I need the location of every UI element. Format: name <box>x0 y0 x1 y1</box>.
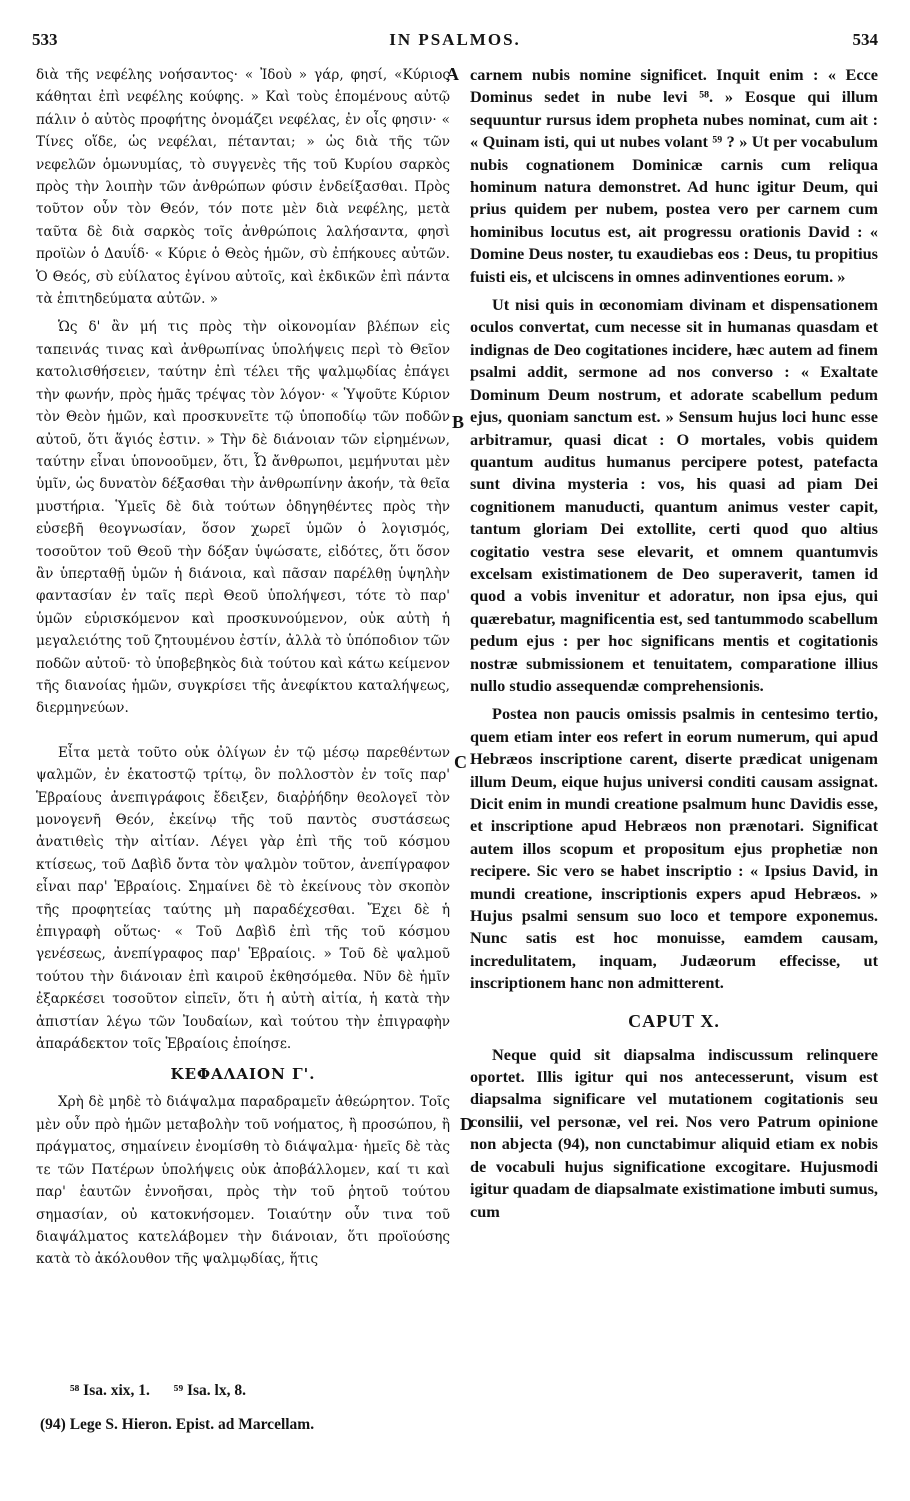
latin-column <box>470 64 878 1223</box>
greek-paragraph-3: Εἶτα μετὰ τοῦτο οὐκ ὀλίγων ἐν τῷ μέσῳ παρεθέντων ψαλμῶν, ἐν ἑκατοστῷ τρίτῳ, ὃν πολλοστὸν ἐν τοῖς παρ' Ἑβραίους ἀνεπιγράφοις ἔδειξεν, διαῤῥήδην θεολογεῖ τὸν μονογενῆ Θεόν, ἐκείνῳ τῆς τοῦ παντὸς συστάσεως ἀνατιθεὶς τὴν αἰτίαν. Λέγει γὰρ ἐπὶ τῆς τοῦ κόσμου κτίσεως, τοῦ Δαβὶδ ὄντα τὸν ψαλμὸν τοῦτον, ἀνεπίγραφον εἶναι παρ' Ἑβραίοις. Σημαίνει δὲ τὸ ἐκείνους τὸν σκοπὸν τῆς προφητείας ταύτης μὴ παραδέχεσθαι. Ἔχει δὲ ἡ ἐπιγραφὴ οὕτως· « Τοῦ Δαβὶδ ἐπὶ τῆς τοῦ κόσμου γενέσεως, ἀνεπίγραφος παρ' Ἑβραίοις. » Τοῦ δὲ ψαλμοῦ τούτου τὴν διάνοιαν ἐπὶ καιροῦ ἐκθησόμεθα. Νῦν δὲ ἡμῖν ἐξαρκέσει τοσοῦτον εἰπεῖν, ὅτι ἡ αὐτὴ αἰτία, ἡ κατὰ τὴν ἀπιστίαν λέγω τῶν Ἰουδαίων, καὶ τούτου τὴν ἐπιγραφὴν ἀπαράδεκτον τοῖς Ἑβραίοις ἐποίησε. <box>36 744 450 1053</box>
greek-column <box>36 64 450 1271</box>
latin-chapter-heading: CAPUT X. <box>628 1010 720 1031</box>
page-number-right: 534 <box>852 30 878 49</box>
latin-paragraph-2: Ut nisi quis in œconomiam divinam et dispensationem oculos convertat, cum necesse sit in humanas quasdam et indignas de Deo cogitationes incidere, hæc autem ad finem psalmi addit, sermone ad nos converso : « Exaltate Dominum Deum nostrum, et adorate scabellum pedum ejus, quoniam sanctum est. » Sensum hujus loci hunc esse arbitramur, quasi dicat : O mortales, vobis quidem quantum auditus humanus percipere potest, patefacta sunt divina mysteria : vos, his quasi ad piam Dei cognitionem manuducti, quantum animus vester capit, tantum gloriam Dei extollite, certi quod quo altius cogitatio vestra sese elevarit, et omnem quantumvis excelsam existimationem de Deo superaverit, tamen id quod a vobis invenitur et adoratur, non ipsa ejus, qui quærebatur, magnificentia est, sed tantummodo scabellum pedum ejus : per hoc significans mentis et cogitationis nostræ submissionem et tenuitatem, comparatione illius nullo studio assequendæ comprehensionis. <box>470 295 878 695</box>
margin-marker-c: C <box>454 752 467 772</box>
footnote-59: ⁵⁹ Isa. lx, 8. <box>173 1382 246 1399</box>
greek-paragraph-4: Χρὴ δὲ μηδὲ τὸ διάψαλμα παραδραμεῖν ἀθεώρητον. Τοῖς μὲν οὖν πρὸ ἡμῶν μεταβολὴν τοῦ νοήματος, ἢ προσώπου, ἢ πράγματος, σημαίνειν ἐνομίσθη τὸ διάψαλμα· ἡμεῖς δὲ τὰς τε τῶν Πατέρων ὑπολήψεις οὐκ ἀποβάλλομεν, καί τι καὶ παρ' ἑαυτῶν ἐννοῆσαι, πρὸς τὴν τοῦ ῥητοῦ τούτου σημασίαν, οὐ κατοκνήσομεν. Τοιαύτην οὖν τινα τοῦ διαψάλματος κατελάβομεν τὴν διάνοιαν, ὅτι προϊούσης κατὰ τὸ ἀκόλουθον τῆς ψαλμῳδίας, ἥτις <box>36 1094 450 1268</box>
scripture-references <box>70 1382 450 1400</box>
greek-chapter-heading: ΚΕΦΑΛΑΙΟΝ Γ'. <box>170 1065 316 1084</box>
page-number-left: 533 <box>32 30 58 49</box>
latin-paragraph-1: carnem nubis nomine significet. Inquit enim : « Ecce Dominus sedet in nube levi ⁵⁸. » Eosque qui illum sequuntur rursus idem propheta nubes nominat, cum ait : « Quinam isti, qui ut nubes volant ⁵⁹ ? » Ut per vocabulum nubis cognationem Dominicæ carnis cum reliqua hominum natura demonstret. Ad hunc igitur Deum, qui prius quidem per nubem, postea vero per carnem cum hominibus locutus est, ait progressu orationis David : « Domine Deus noster, tu exaudiebas eos : Deus, tu propitius fuisti eis, et ulciscens in omnes adinventiones eorum. » <box>470 65 878 286</box>
editor-footnote-94: (94) Lege S. Hieron. Epist. ad Marcellam. <box>40 1416 315 1433</box>
margin-marker-d: D <box>460 1114 473 1134</box>
running-title: IN PSALMOS. <box>389 30 521 49</box>
margin-marker-b: B <box>452 412 465 432</box>
footnote-58: ⁵⁸ Isa. xix, 1. <box>70 1382 150 1399</box>
margin-marker-a: A <box>446 64 459 84</box>
latin-paragraph-4: Neque quid sit diapsalma indiscussum relinquere oportet. Illis igitur qui nos antecesserunt, visum est diapsalma significare vel mutationem cogitationis seu consilii, vel personæ, vel rei. Nos vero Patrum opinione non abjecta (94), non cunctabimur aliquid etiam ex nobis de vocabuli hujus significatione excogitare. Hujusmodi igitur quadam de diapsalmate existimatione imbuti sumus, cum <box>470 1044 878 1221</box>
latin-paragraph-3: Postea non paucis omissis psalmis in centesimo tertio, quem etiam inter eos refert in eorum numerum, qui apud Hebræos inscriptione carent, diserte prædicat unigenam illum Deum, eique hujus universi conditi causam assignat. Dicit enim in mundi creatione psalmum hunc Davidis esse, et inscriptione apud Hebræos non prænotari. Significat autem illos scopum et propositum ejus prophetiæ non recipere. Sic vero se habet inscriptio : « Ipsius David, in mundi creatione, inscriptionis expers apud Hebræos. » Hujus psalmi sensum suo loco et tempore exponemus. Nunc satis est hoc monuisse, eamdem causam, incredulitatem, inquam, Judæorum effecisse, ut inscriptionem hanc non admitterent. <box>470 704 878 993</box>
greek-paragraph-2: Ὡς δ' ἂν μή τις πρὸς τὴν οἰκονομίαν βλέπων εἰς ταπεινάς τινας καὶ ἀνθρωπίνας ὑπολήψεις περὶ τὸ Θεῖον κατολισθήσειεν, ταύτην ἐπὶ τέλει τῆς ψαλμῳδίας ἐπάγει τὴν φωνήν, πρὸς ἡμᾶς τρέψας τὸν λόγον· « Ὑψοῦτε Κύριον τὸν Θεὸν ἡμῶν, καὶ προσκυνεῖτε τῷ ὑποποδίῳ τῶν ποδῶν αὐτοῦ, ὅτι ἅγιός ἐστιν. » Τὴν δὲ διάνοιαν τῶν εἰρημένων, ταύτην εἶναι ὑπονοοῦμεν, ὅτι, Ὦ ἄνθρωποι, μεμήνυται μὲν ὑμῖν, ὡς δυνατὸν δέξασθαι τὴν ἀνθρωπίνην ἀκοήν, τὰ θεῖα μυστήρια. Ὑμεῖς δὲ διὰ τούτων ὁδηγηθέντες πρὸς τὴν εὐσεβῆ θεογνωσίαν, ὅσον χωρεῖ ὑμῶν ὁ λογισμός, τοσοῦτον τοῦ Θεοῦ τὴν δόξαν ὑψώσατε, εἰδότες, ὅτι ὅσον ἂν ὑπερταθῇ ὑμῶν ἡ διάνοια, καὶ πᾶσαν παρέλθῃ ὑψηλὴν φαντασίαν ἐν ταῖς περὶ Θεοῦ ὑπολήψεσι, τότε τὸ παρ' ὑμῶν εὑρισκόμενον καὶ προσκυνούμενον, οὐκ αὐτὴ ἡ μεγαλειότης τοῦ ζητουμένου ἐστίν, ἀλλὰ τὸ ὑπόποδιον τῶν ποδῶν αὐτοῦ· τὸ ὑποβεβηκὸς διὰ τούτου καὶ κάτω κείμενον τῆς διανοίας ἡμῶν, συγκρίσει τῆς ἀνεφίκτου καταλήψεως, διερμηνεύων. <box>36 319 450 717</box>
running-head <box>32 30 878 54</box>
greek-paragraph-1: διὰ τῆς νεφέλης νοήσαντος· « Ἰδοὺ » γάρ, φησί, «Κύριος κάθηται ἐπὶ νεφέλης κούφης. » Καὶ τοὺς ἑπομένους αὐτῷ πάλιν ὁ αὐτὸς προφήτης ὀνομάζει νεφέλας, ἐν οἷς φησιν· « Τίνες οἵδε, ὡς νεφέλαι, πέτανται; » ὡς διὰ τῆς τῶν νεφελῶν ὁμωνυμίας, τὸ συγγενὲς τῆς τοῦ Κυρίου σαρκὸς πρὸς τὴν λοιπὴν τῶν ἀνθρώπων φύσιν ἐνδείξασθαι. Πρὸς τοῦτον οὖν τὸν Θεόν, τόν ποτε μὲν διὰ νεφέλης, μετὰ ταῦτα δὲ διὰ σαρκὸς τοῖς ἀνθρώποις λαλήσαντα, φησὶ προϊὼν ὁ Δαυΐδ· « Κύριε ὁ Θεὸς ἡμῶν, σὺ ἐπήκουες αὐτῶν. Ὁ Θεός, σὺ εὐίλατος ἐγίνου αὐτοῖς, καὶ ἐκδικῶν ἐπὶ πάντα τὰ ἐπιτηδεύματα αὐτῶν. » <box>36 67 450 308</box>
